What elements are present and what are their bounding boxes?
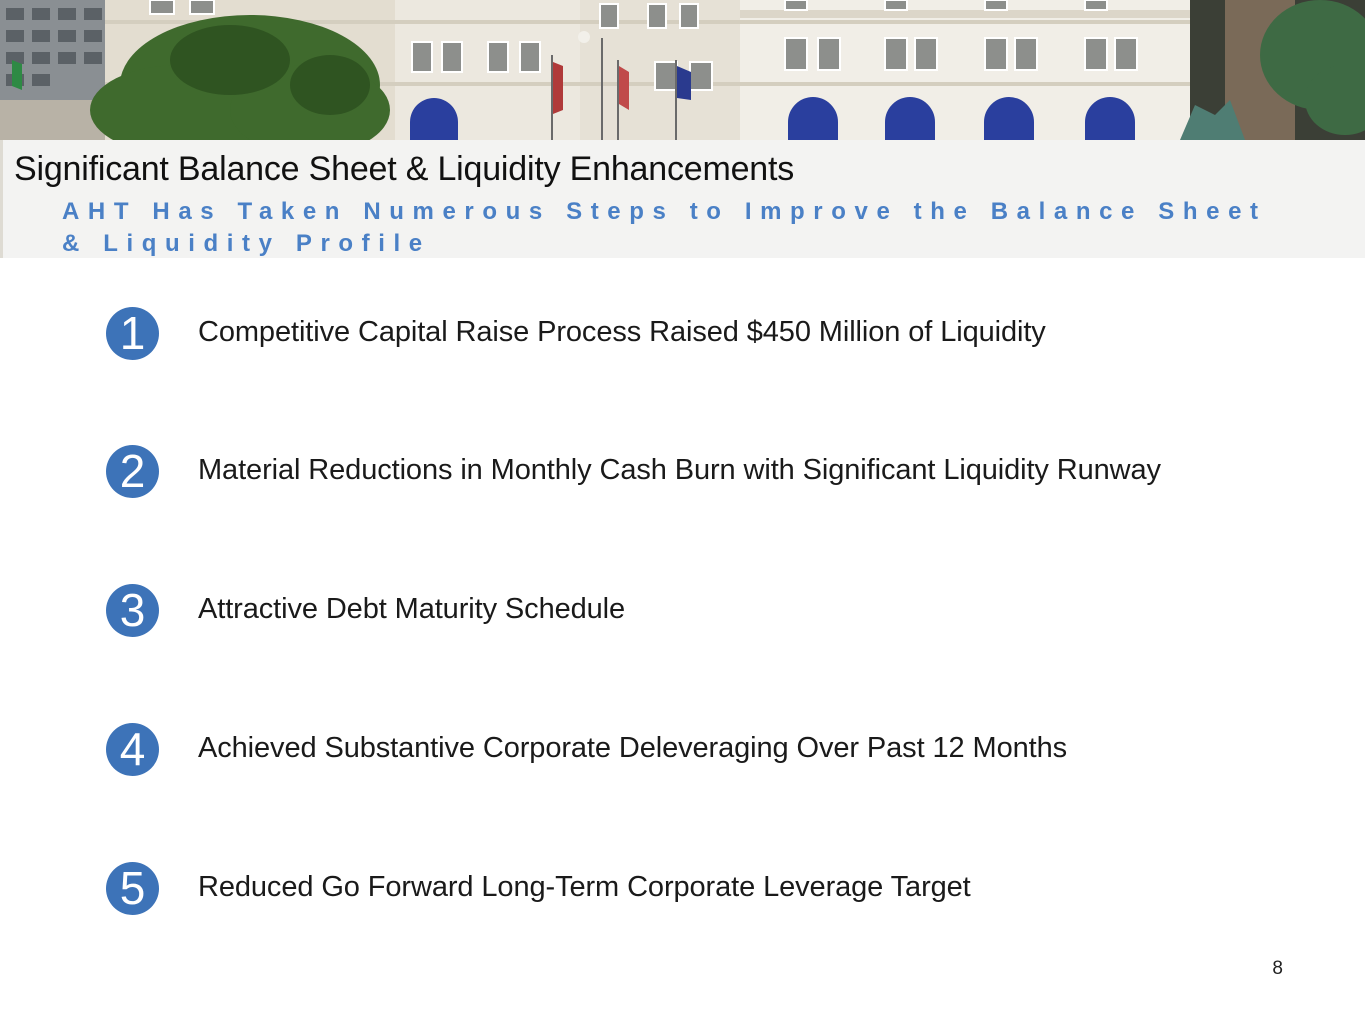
slide-title: Significant Balance Sheet & Liquidity Enhancements [14,150,795,188]
page-number: 8 [1272,958,1283,979]
list-item-text: Achieved Substantive Corporate Deleveraging Over Past 12 Months [198,732,1068,764]
number-badge: 1 [106,307,159,360]
list-item-text: Competitive Capital Raise Process Raised $450 Million of Liquidity [198,316,1046,348]
number-badge: 2 [106,445,159,498]
list-item [0,719,1365,779]
list-item-text: Attractive Debt Maturity Schedule [198,593,626,625]
list-item [0,580,1365,640]
list-item [0,858,1365,918]
number-badge: 5 [106,862,159,915]
number-badge: 4 [106,723,159,776]
list-item [0,303,1365,363]
list-item-text: Material Reductions in Monthly Cash Burn with Significant Liquidity Runway [198,454,1161,486]
list-item-text: Reduced Go Forward Long-Term Corporate Leverage Target [198,871,971,903]
list-item [0,441,1365,501]
number-badge: 3 [106,584,159,637]
slide-subtitle: AHT Has Taken Numerous Steps to Improve the Balance Sheet & Liquidity Profile [62,198,1267,257]
